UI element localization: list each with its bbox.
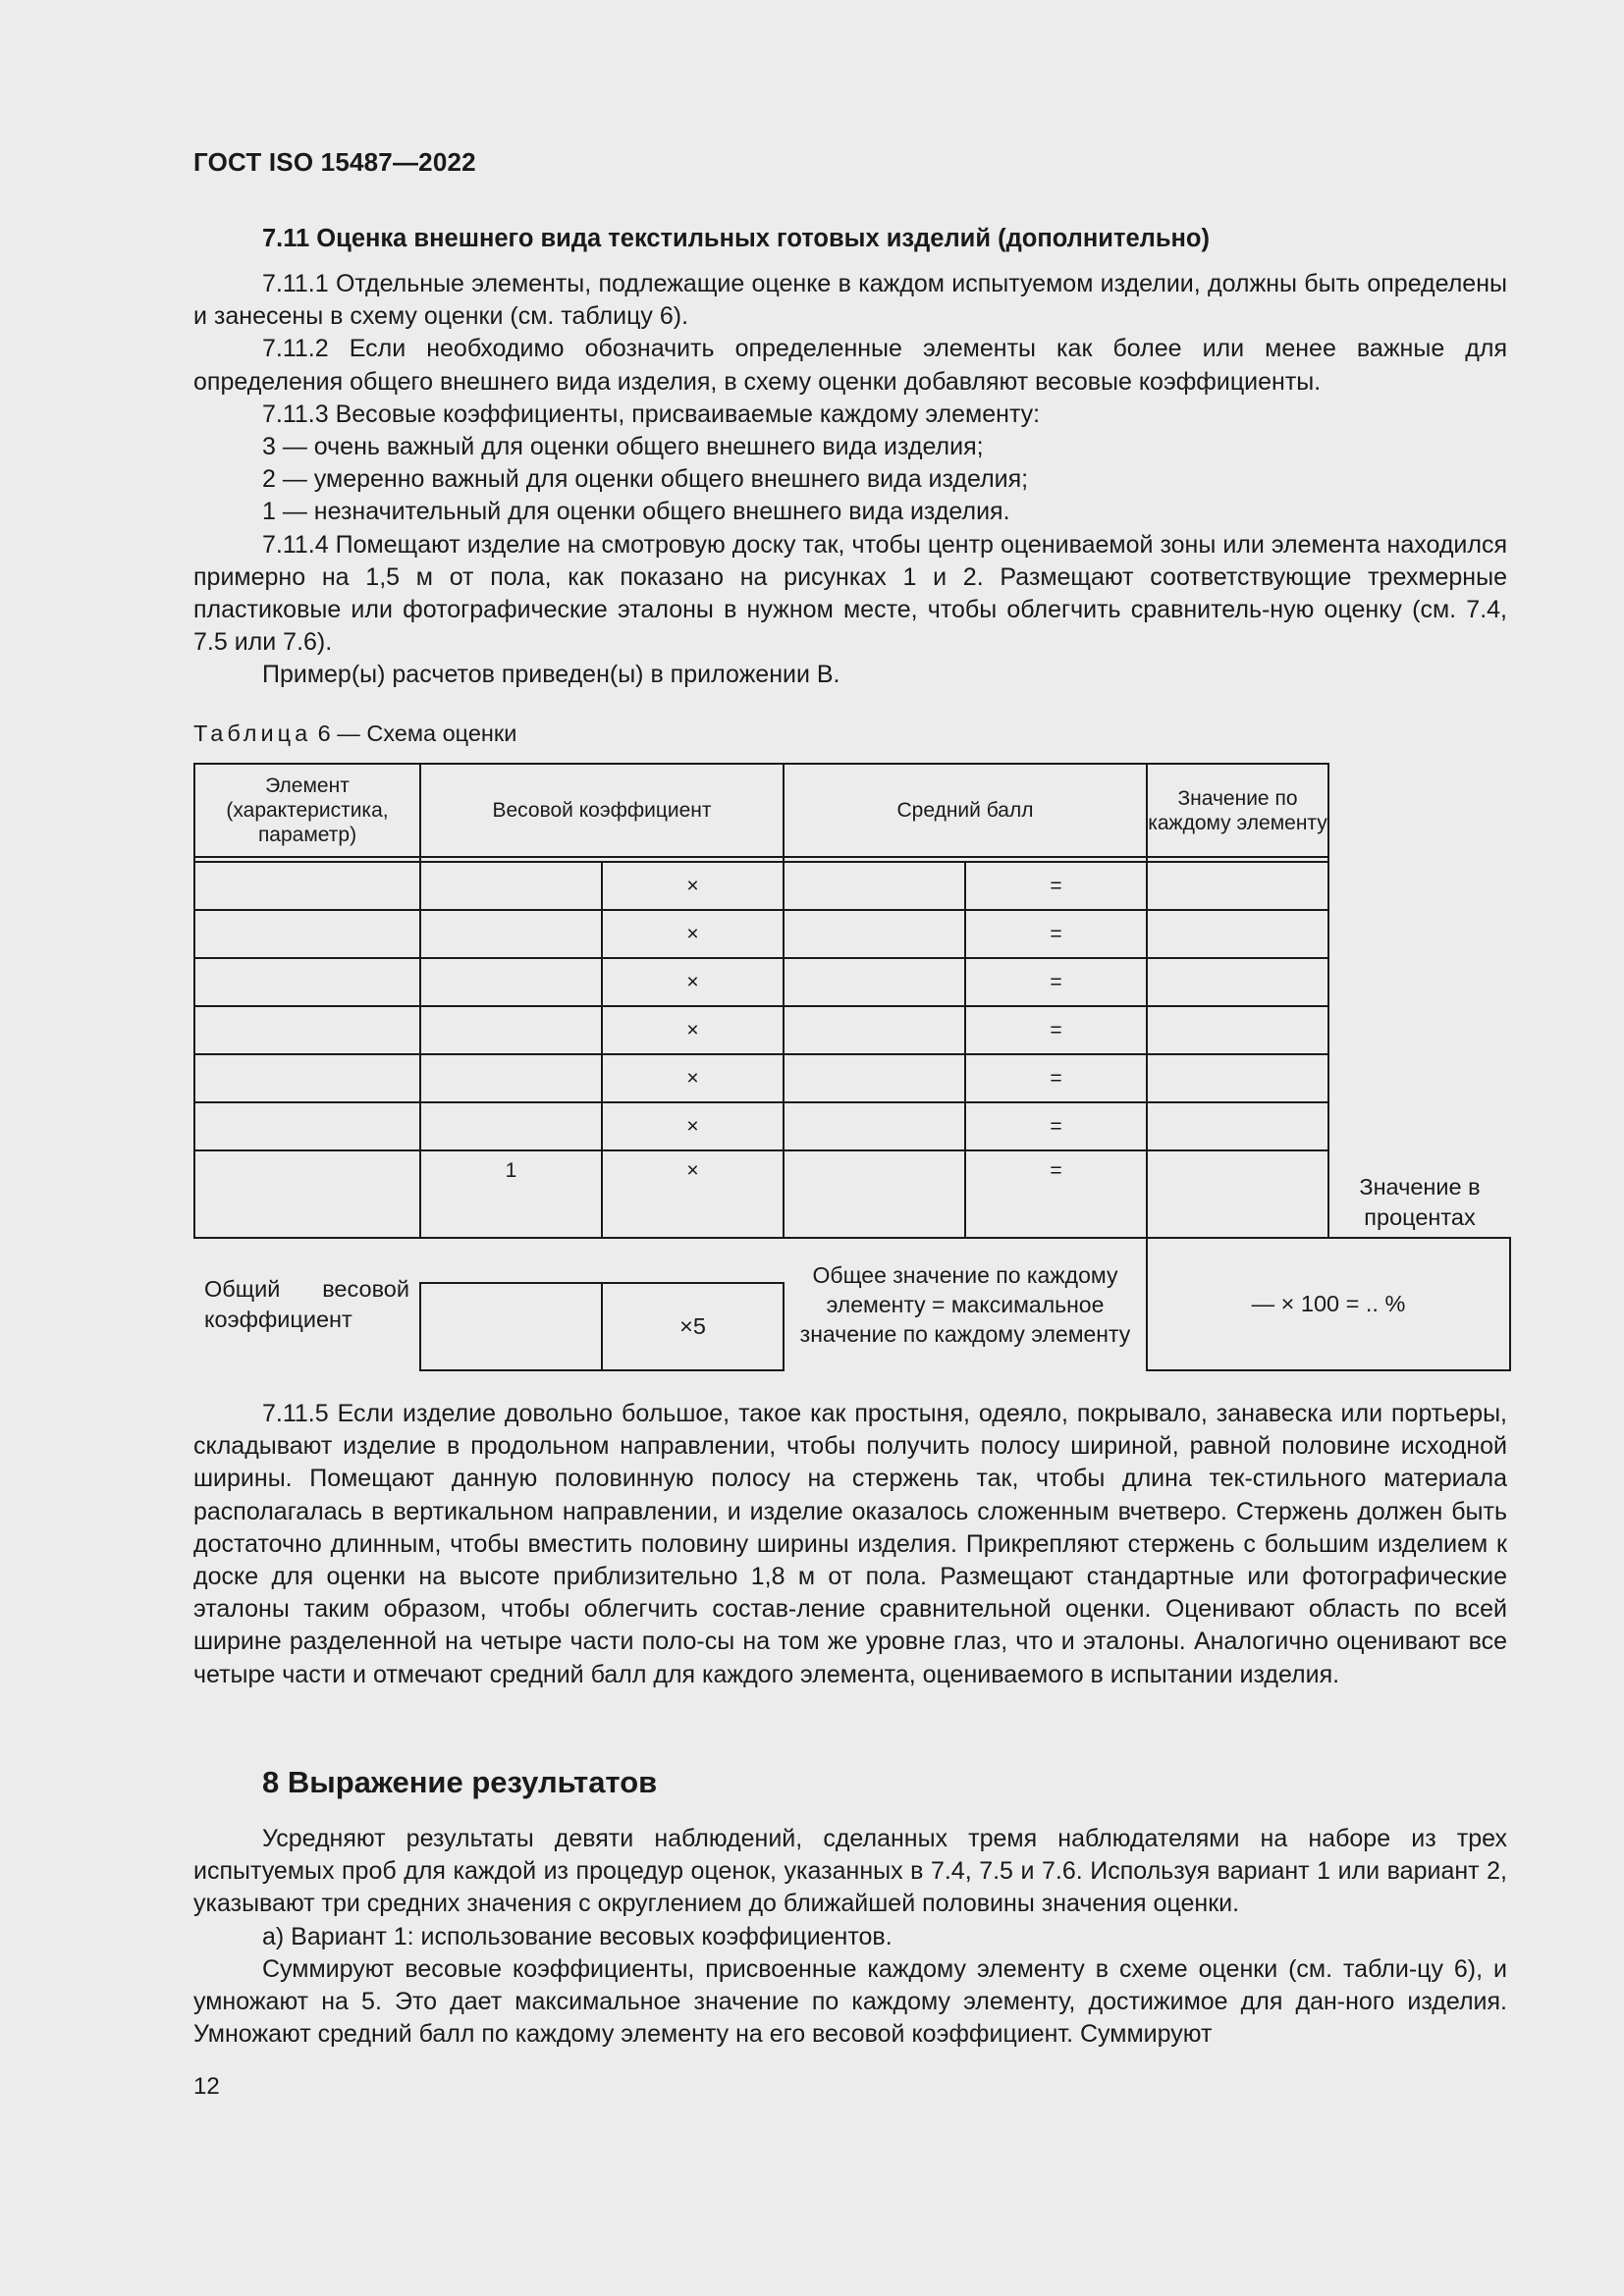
- times-sign: ×: [602, 1006, 784, 1054]
- formula-label: Общее значение по каждому элементу = максимальное значение по каждому элементу: [799, 1262, 1131, 1347]
- times-sign: ×: [602, 862, 784, 910]
- table-caption-title: 6 — Схема оценки: [311, 721, 517, 746]
- equals-sign: =: [965, 1054, 1147, 1102]
- section-7-11-5-body: [193, 1398, 1507, 1691]
- total-weight-cell: [420, 1283, 602, 1370]
- equals-sign: =: [965, 958, 1147, 1006]
- paragraph-7-11-3: 7.11.3 Весовые коэффициенты, присваиваемые каждому элементу:: [262, 400, 1041, 428]
- example-reference: Пример(ы) расчетов приведен(ы) в приложении В.: [262, 661, 840, 689]
- table-caption-word: Таблица: [193, 721, 312, 746]
- header-element: Элемент (характеристика, параметр): [194, 764, 420, 857]
- equals-sign: =: [965, 1150, 1147, 1238]
- section-7-11-body: [193, 268, 1507, 692]
- variant-1-item: а) Вариант 1: использование весовых коэффициентов.: [262, 1922, 893, 1950]
- evaluation-scheme-table: [193, 763, 1511, 1371]
- equals-sign: =: [965, 910, 1147, 958]
- paragraph-7-11-2: 7.11.2 Если необходимо обозначить определенные элементы как более или менее важные для определения общего внешнего вида изделия, в схему оценки добавляют весовые коэффициенты.: [193, 335, 1507, 396]
- paragraph-8-1: Усредняют результаты девяти наблюдений, сделанных тремя наблюдателями на наборе из трех испытуемых проб для каждой из процедур оценок, указанных в 7.4, 7.5 и 7.6. Используя вариант 1 или вариант 2, указывают три средних значения с округлением до ближайшей половины значения оценки.: [193, 1825, 1507, 1918]
- times-sign: ×: [602, 958, 784, 1006]
- times-sign: ×: [602, 1150, 784, 1238]
- section-7-11-heading: 7.11 Оценка внешнего вида текстильных готовых изделий (дополнительно): [262, 225, 1210, 252]
- times-five: ×5: [602, 1283, 784, 1370]
- document-header: ГОСТ ISO 15487—2022: [193, 147, 476, 177]
- times-sign: ×: [602, 910, 784, 958]
- times-sign: ×: [602, 1054, 784, 1102]
- header-value: Значение по каждому элементу: [1147, 764, 1328, 857]
- paragraph-7-11-4: 7.11.4 Помещают изделие на смотровую доску так, чтобы центр оцениваемой зоны или элемента находился примерно на 1,5 м от пола, как показано на рисунках 1 и 2. Размещают соответствующие трехмерные пластиковые или фотографические эталоны в нужном месте, чтобы облегчить сравнитель-ную оценку (см. 7.4, 7.5 или 7.6).: [193, 530, 1507, 657]
- table-row: [194, 1102, 1510, 1150]
- section-8-heading: 8 Выражение результатов: [262, 1765, 658, 1799]
- table-row: [194, 1006, 1510, 1054]
- equals-sign: =: [965, 1006, 1147, 1054]
- times-sign: ×: [602, 1102, 784, 1150]
- page-number: 12: [193, 2073, 220, 2100]
- table-row: [194, 910, 1510, 958]
- percent-label: Значение в процентах: [1359, 1174, 1481, 1230]
- weight-value-1: 1: [420, 1150, 602, 1238]
- summary-row-top: [194, 1238, 1510, 1283]
- weight-item-2: 2 — умеренно важный для оценки общего внешнего вида изделия;: [262, 465, 1029, 494]
- table-row: [194, 1150, 1510, 1238]
- total-weight-label: Общий весовой коэффициент: [204, 1276, 409, 1332]
- table-row: [194, 1054, 1510, 1102]
- header-weight: Весовой коэффициент: [420, 764, 784, 857]
- weight-item-1: 1 — незначительный для оценки общего внешнего вида изделия.: [262, 498, 1010, 526]
- table-caption: [193, 721, 516, 747]
- weight-item-3: 3 — очень важный для оценки общего внешнего вида изделия;: [262, 433, 984, 461]
- paragraph-8-3: Суммируют весовые коэффициенты, присвоенные каждому элементу в схеме оценки (см. табли-цу 6), и умножают на 5. Это дает максимальное значение по каждому элементу, достижимое для дан-ного изделия. Умножают средний балл по каждому элементу на его весовой коэффициент. Суммируют: [193, 1954, 1507, 2049]
- header-score: Средний балл: [784, 764, 1147, 857]
- equals-sign: =: [965, 1102, 1147, 1150]
- equals-sign: =: [965, 862, 1147, 910]
- section-8-body: [193, 1823, 1507, 2051]
- paragraph-7-11-5: 7.11.5 Если изделие довольно большое, такое как простыня, одеяло, покрывало, занавеска или портьеры, складывают изделие в продольном направлении, чтобы получить полосу шириной, равной половине исходной ширины. Помещают данную половинную полосу на стержень так, чтобы длина тек-стильного материала располагалась в вертикальном направлении, и изделие оказалось сложенным вчетверо. Стержень должен быть достаточно длинным, чтобы вместить половину ширины изделия. Прикрепляют стержень с большим изделием к доске для оценки на высоте приблизительно 1,8 м от пола. Размещают стандартные или фотографические эталоны таким образом, чтобы облегчить состав-ление сравнительной оценки. Оценивают область по всей ширине разделенной на четыре части поло-сы на том же уровне глаз, что и эталоны. Аналогично оценивают все четыре части и отмечают средний балл для каждого элемента, оцениваемого в испытании изделия.: [193, 1400, 1507, 1688]
- paragraph-7-11-1: 7.11.1 Отдельные элементы, подлежащие оценке в каждом испытуемом изделии, должны быть определены и занесены в схему оценки (см. таблицу 6).: [193, 270, 1507, 331]
- table-row: [194, 958, 1510, 1006]
- percent-formula: — × 100 = .. %: [1147, 1238, 1510, 1370]
- table-row: [194, 862, 1510, 910]
